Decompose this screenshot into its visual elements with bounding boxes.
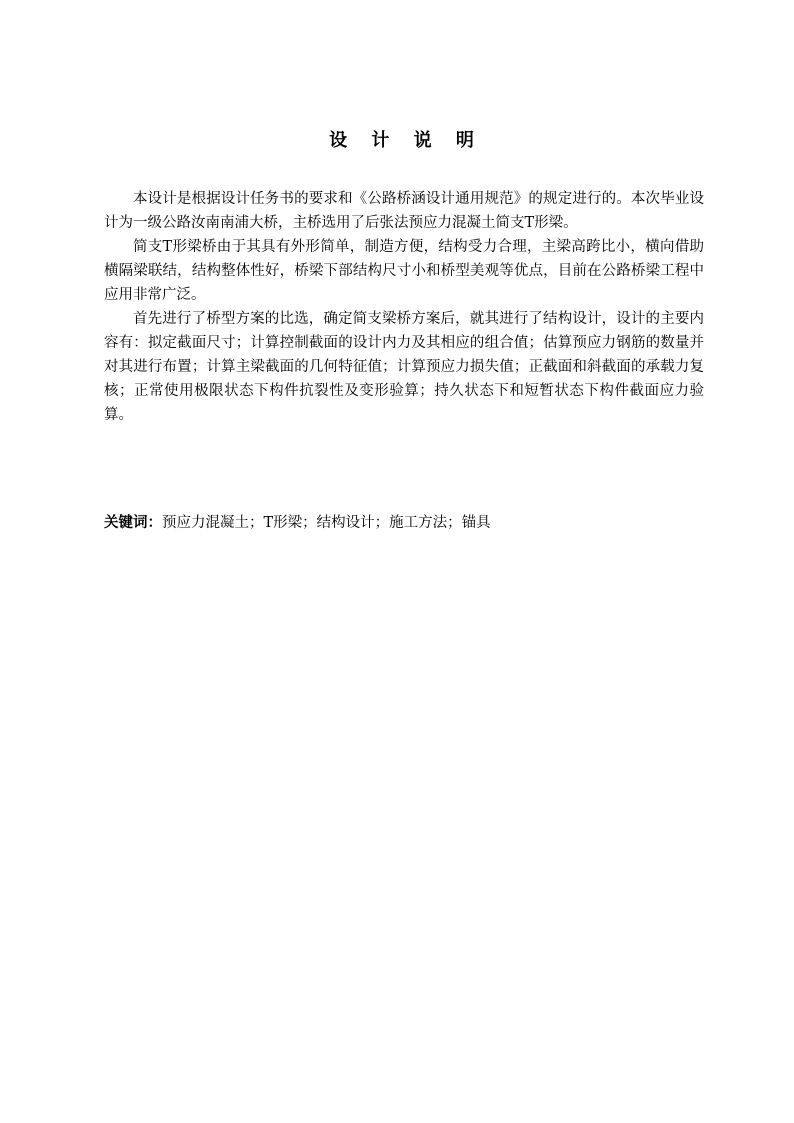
keywords-line [104,511,704,535]
keywords-label: 关键词： [104,515,162,531]
keywords-text: 预应力混凝土；T形梁；结构设计；施工方法；锚具 [162,515,491,531]
paragraph-1: 本设计是根据设计任务书的要求和《公路桥涵设计通用规范》的规定进行的。本次毕业设计为一级公路汝南南浦大桥，主桥选用了后张法预应力混凝土简支T形梁。 [104,191,704,231]
paragraph-3: 首先进行了桥型方案的比选，确定简支梁桥方案后，就其进行了结构设计，设计的主要内容有：拟定截面尺寸；计算控制截面的设计内力及其相应的组合值；估算预应力钢筋的数量并对其进行布置；计算主梁截面的几何特征值；计算预应力损失值；正截面和斜截面的承载力复核；正常使用极限状态下构件抗裂性及变形验算；持久状态下和短暂状态下构件截面应力验算。 [104,311,704,423]
document-body [104,187,704,427]
document-title: 设 计 说 明 [329,130,483,151]
paragraph-2: 简支T形梁桥由于其具有外形简单，制造方便，结构受力合理，主梁高跨比小，横向借助横隔梁联结，结构整体性好，桥梁下部结构尺寸小和桥型美观等优点，目前在公路桥梁工程中应用非常广泛。 [104,239,704,303]
